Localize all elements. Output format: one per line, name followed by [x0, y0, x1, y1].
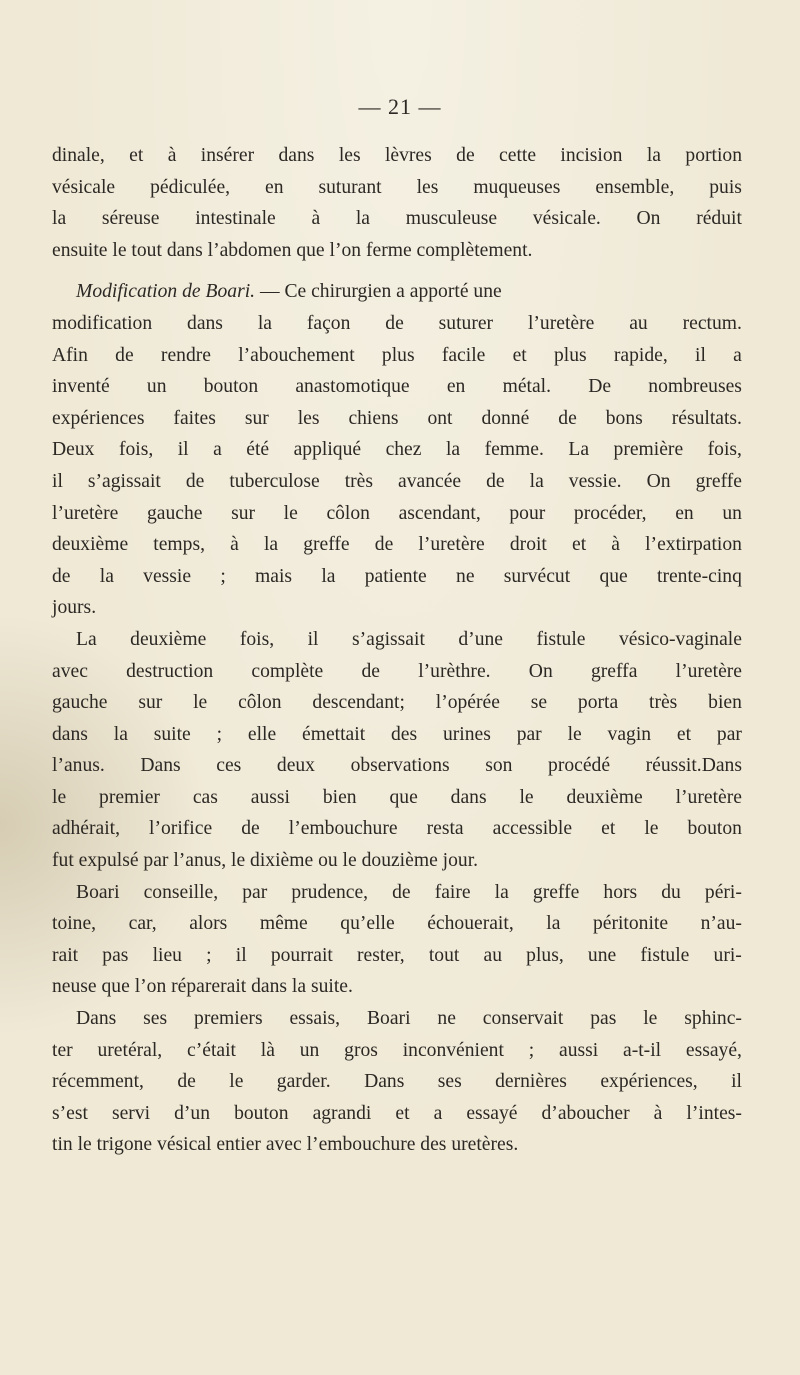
text-line: Boari conseille, par prudence, de faire la greffe hors du péri-: [76, 881, 742, 903]
text-line: deuxième temps, à la greffe de l’uretère droit et à l’extirpation: [52, 534, 742, 556]
text-line: modification dans la façon de suturer l’uretère au rectum.: [52, 312, 742, 334]
paragraph-4: [52, 877, 742, 1003]
text-line: Dans ses premiers essais, Boari ne conservait pas le sphinc-: [76, 1008, 742, 1030]
section-heading: Modification de Boari.: [76, 281, 256, 303]
text-line: Afin de rendre l’abouchement plus facile et plus rapide, il a: [52, 344, 742, 366]
text-line: la séreuse intestinale à la musculeuse vésicale. On réduit: [52, 208, 742, 230]
paragraph-5: [52, 1003, 742, 1161]
text-line: Deux fois, il a été appliqué chez la femme. La première fois,: [52, 439, 742, 461]
text-line: l’uretère gauche sur le côlon ascendant, pour procéder, en un: [52, 502, 742, 524]
text-line: tin le trigone vésical entier avec l’embouchure des uretères.: [52, 1134, 519, 1156]
text-line: dinale, et à insérer dans les lèvres de cette incision la portion: [52, 145, 742, 166]
text-line: rait pas lieu ; il pourrait rester, tout au plus, une fistule uri-: [52, 944, 742, 966]
paragraph-1: [52, 140, 742, 266]
text-line: il s’agissait de tuberculose très avancée de la vessie. On greffe: [52, 470, 742, 492]
text-line: le premier cas aussi bien que dans le deuxième l’uretère: [52, 786, 742, 808]
text-line: vésicale pédiculée, en suturant les muqueuses ensemble, puis: [52, 176, 742, 198]
text-line: jours.: [52, 597, 97, 619]
text-line: neuse que l’on réparerait dans la suite.: [52, 976, 353, 998]
text-line: s’est servi d’un bouton agrandi et a essayé d’aboucher à l’intes-: [52, 1102, 742, 1124]
text-line: inventé un bouton anastomotique en métal. De nombreuses: [52, 376, 742, 398]
text-line-with-heading: [52, 276, 742, 308]
text-line: ensuite le tout dans l’abdomen que l’on ferme complètement.: [52, 239, 533, 261]
text-line: de la vessie ; mais la patiente ne survécut que trente-cinq: [52, 565, 742, 587]
paragraph-2: [52, 276, 742, 624]
text-line: fut expulsé par l’anus, le dixième ou le douzième jour.: [52, 850, 479, 872]
text-line: l’anus. Dans ces deux observations son procédé réussit.Dans: [52, 755, 742, 777]
text-line: — Ce chirurgien a apporté une: [255, 281, 502, 303]
text-line: ter uretéral, c’était là un gros inconvénient ; aussi a-t-il essayé,: [52, 1039, 742, 1061]
text-line: La deuxième fois, il s’agissait d’une fistule vésico-vaginale: [76, 628, 742, 650]
text-line: dans la suite ; elle émettait des urines par le vagin et par: [52, 723, 742, 745]
text-line: avec destruction complète de l’urèthre. On greffa l’uretère: [52, 660, 742, 682]
text-line: adhérait, l’orifice de l’embouchure resta accessible et le bouton: [52, 818, 742, 840]
text-line: toine, car, alors même qu’elle échouerait, la péritonite n’au-: [52, 913, 742, 935]
body-text: [52, 140, 742, 1161]
text-line: expériences faites sur les chiens ont donné de bons résultats.: [52, 407, 742, 429]
text-line: gauche sur le côlon descendant; l’opérée se porta très bien: [52, 692, 742, 714]
page-number: — 21 —: [358, 94, 442, 119]
paragraph-3: [52, 624, 742, 877]
text-line: récemment, de le garder. Dans ses dernières expériences, il: [52, 1071, 742, 1093]
